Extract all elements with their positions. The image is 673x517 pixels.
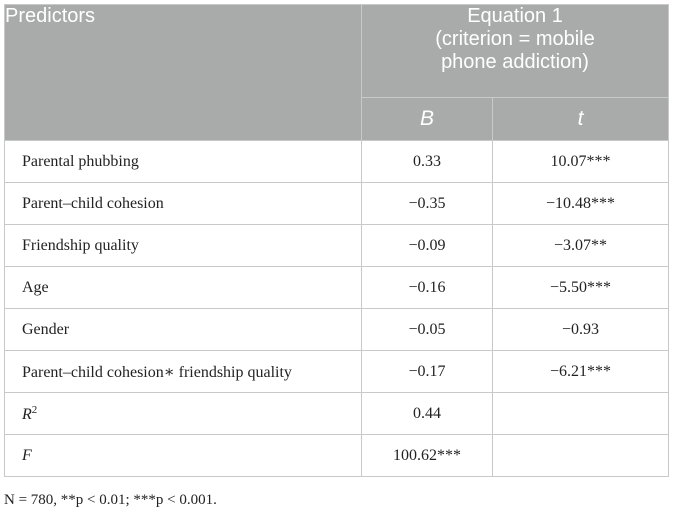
predictor-name: Friendship quality [5,225,362,267]
table-row [5,351,669,393]
equation-header-line-2: (criterion = mobile [435,28,595,50]
t-value: −0.93 [493,309,669,351]
f-statistic-row [5,435,669,477]
r-squared-symbol: R [22,405,32,423]
t-value: 10.07*** [493,141,669,183]
t-value: −3.07** [493,225,669,267]
equation-header [362,5,669,98]
r-squared-t-value [493,393,669,435]
b-value: −0.17 [362,351,493,393]
predictors-header: Predictors [5,5,362,141]
b-value: −0.05 [362,309,493,351]
regression-table [4,4,669,477]
t-value: −10.48*** [493,183,669,225]
f-symbol: F [22,446,32,464]
table-footnote: N = 780, **p < 0.01; ***p < 0.001. [4,492,217,508]
f-statistic-b-value: 100.62*** [362,435,493,477]
table-row [5,141,669,183]
t-value: −5.50*** [493,267,669,309]
predictor-name: Gender [5,309,362,351]
predictor-name: Parental phubbing [5,141,362,183]
predictor-name: Parent–child cohesion [5,183,362,225]
t-value: −6.21*** [493,351,669,393]
col-t-header: t [493,98,669,141]
f-statistic-label [5,435,362,477]
equation-header-line-1: Equation 1 [467,5,563,27]
table-row [5,225,669,267]
f-statistic-t-value [493,435,669,477]
col-b-header: B [362,98,493,141]
r-squared-label [5,393,362,435]
table-row [5,267,669,309]
table-row [5,309,669,351]
b-value: −0.09 [362,225,493,267]
b-value: −0.35 [362,183,493,225]
b-value: 0.33 [362,141,493,183]
r-squared-b-value: 0.44 [362,393,493,435]
equation-header-line-3: phone addiction) [441,51,589,73]
table-row [5,183,669,225]
b-value: −0.16 [362,267,493,309]
r-squared-row [5,393,669,435]
predictor-name: Parent–child cohesion∗ friendship quality [5,351,362,393]
r-squared-superscript: 2 [31,403,38,416]
predictor-name: Age [5,267,362,309]
